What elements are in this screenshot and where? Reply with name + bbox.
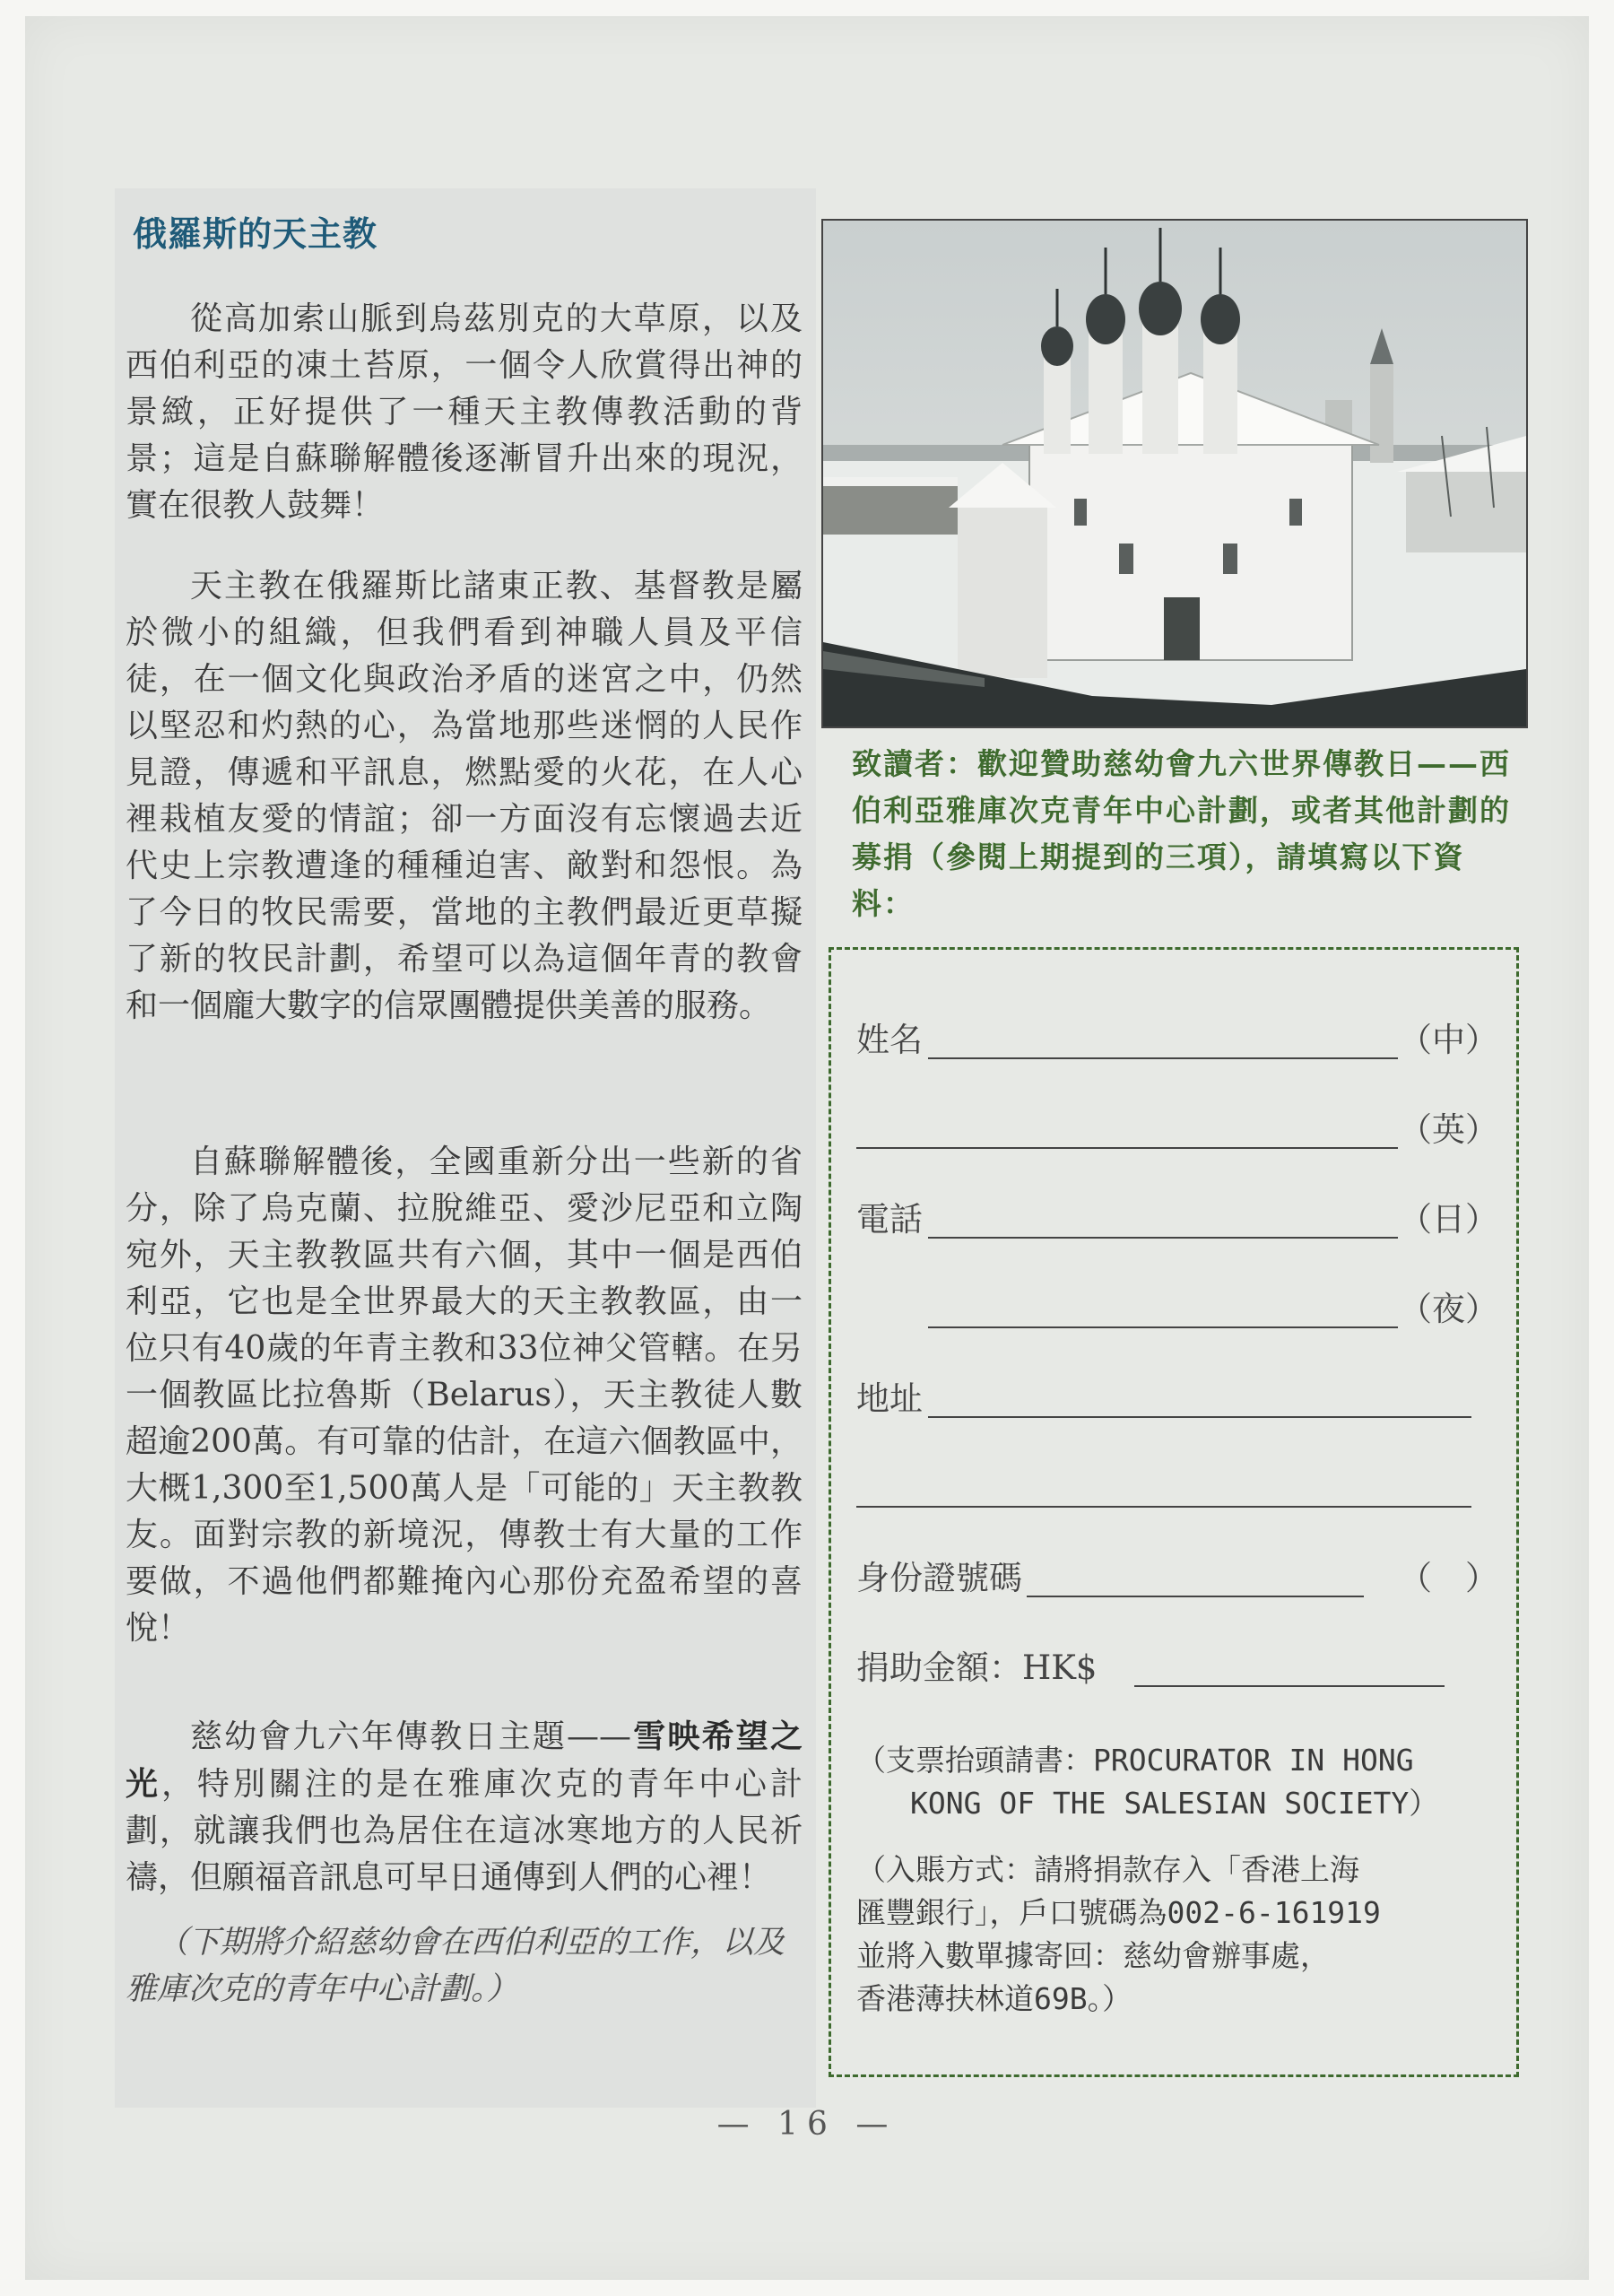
phone-day-field[interactable] xyxy=(928,1237,1398,1239)
deposit-instructions xyxy=(856,1848,1502,2021)
id-label: 身份證號碼 xyxy=(856,1559,1022,1597)
deposit-line-1: （入賬方式：請將捐款存入「香港上海 xyxy=(856,1852,1359,1887)
form-row-name-en xyxy=(856,1108,1498,1154)
form-row-phone-night xyxy=(856,1287,1498,1334)
address-field-2[interactable] xyxy=(856,1506,1471,1508)
name-cn-field[interactable] xyxy=(928,1057,1398,1059)
paragraph-4-start: 慈幼會九六年傳教日主題—— xyxy=(190,1718,632,1755)
page-number: — 16 — xyxy=(716,2106,898,2143)
id-suffix: （ ） xyxy=(1399,1559,1498,1597)
form-row-name-cn xyxy=(856,1018,1498,1065)
address-field-1[interactable] xyxy=(928,1416,1471,1418)
deposit-line-4: 香港薄扶林道69B。） xyxy=(856,1981,1132,2016)
paragraph-4-end: ，特別關注的是在雅庫次克的青年中心計劃，就讓我們也為居住在這冰寒地方的人民祈禱，但願福音訊息可早日通傳到人們的心裡！ xyxy=(126,1766,803,1896)
article-heading: 俄羅斯的天主教 xyxy=(133,214,378,254)
amount-field[interactable] xyxy=(1134,1685,1445,1687)
next-issue-note: （下期將介紹慈幼會在西伯利亞的工作，以及雅庫次克的青年中心計劃。） xyxy=(126,1925,785,2007)
cheque-line-1: （支票抬頭請書：PROCURATOR IN HONG xyxy=(856,1743,1414,1778)
deposit-line-2: 匯豐銀行」，戶口號碼為002-6-161919 xyxy=(856,1895,1381,1930)
address-label: 地址 xyxy=(856,1379,923,1418)
article-paragraph-3: 自蘇聯解體後，全國重新分出一些新的省分，除了烏克蘭、拉脫維亞、愛沙尼亞和立陶宛外，天主教教區共有六個，其中一個是西伯利亞，它也是全世界最大的天主教教區，由一位只有40歲的年青主教和33位神父管轄。在另一個教區比拉魯斯（Belarus），天主教徒人數超逾200萬。有可靠的估計，在這六個教區中，大概1,300至1,500萬人是「可能的」天主教教友。面對宗教的新境況，傳教士有大量的工作要做，不過他們都難掩內心那份充盈希望的喜悅！ xyxy=(126,1144,803,1647)
cheque-line-2: KONG OF THE SALESIAN SOCIETY） xyxy=(910,1786,1439,1821)
phone-night-field[interactable] xyxy=(928,1326,1398,1328)
id-field[interactable] xyxy=(1027,1596,1364,1597)
cheque-instructions xyxy=(856,1739,1502,1825)
phone-label: 電話 xyxy=(856,1200,923,1239)
amount-label: 捐助金額：HK$ xyxy=(856,1648,1098,1687)
name-en-suffix: （英） xyxy=(1399,1110,1498,1149)
church-photo xyxy=(821,219,1528,728)
form-row-address-2 xyxy=(856,1466,1498,1513)
name-cn-suffix: （中） xyxy=(1399,1021,1498,1059)
article-paragraph-4 xyxy=(126,1713,803,1901)
form-row-address xyxy=(856,1377,1498,1423)
article-paragraph-1: 從高加索山脈到烏茲別克的大草原，以及西伯利亞的凍土苔原，一個令人欣賞得出神的景緻，正好提供了一種天主教傳教活動的背景；這是自蘇聯解體後逐漸冒升出來的現況，實在很教人鼓舞！ xyxy=(126,300,803,524)
deposit-line-3: 並將入數單據寄回：慈幼會辦事處， xyxy=(856,1938,1330,1973)
name-en-field[interactable] xyxy=(856,1147,1398,1149)
article-paragraph-2: 天主教在俄羅斯比諸東正教、基督教是屬於微小的組織，但我們看到神職人員及平信徒，在一個文化與政治矛盾的迷宮之中，仍然以堅忍和灼熱的心，為當地那些迷惘的人民作見證，傳遞和平訊息，燃點愛的火花，在人心裡栽植友愛的情誼；卻一方面沒有忘懷過去近代史上宗教遭逢的種種迫害、敵對和怨恨。為了今日的牧民需要，當地的主教們最近更草擬了新的牧民計劃，希望可以為這個年青的教會和一個龐大數字的信眾團體提供美善的服務。 xyxy=(126,568,803,1024)
phone-day-suffix: （日） xyxy=(1399,1200,1498,1239)
donation-caption: 致讀者：歡迎贊助慈幼會九六世界傳教日——西伯利亞雅庫次克青年中心計劃，或者其他計劃的募捐（參閱上期提到的三項），請填寫以下資料： xyxy=(852,746,1511,921)
form-row-phone-day xyxy=(856,1197,1498,1244)
theme-emphasis: 雪映希望之光 xyxy=(126,1718,803,1803)
form-row-id xyxy=(856,1556,1498,1603)
name-label: 姓名 xyxy=(856,1021,923,1059)
church-photo-illustration xyxy=(823,221,1526,726)
phone-night-suffix: （夜） xyxy=(1399,1290,1498,1328)
donation-form xyxy=(829,947,1519,2077)
form-row-amount xyxy=(856,1646,1498,1692)
